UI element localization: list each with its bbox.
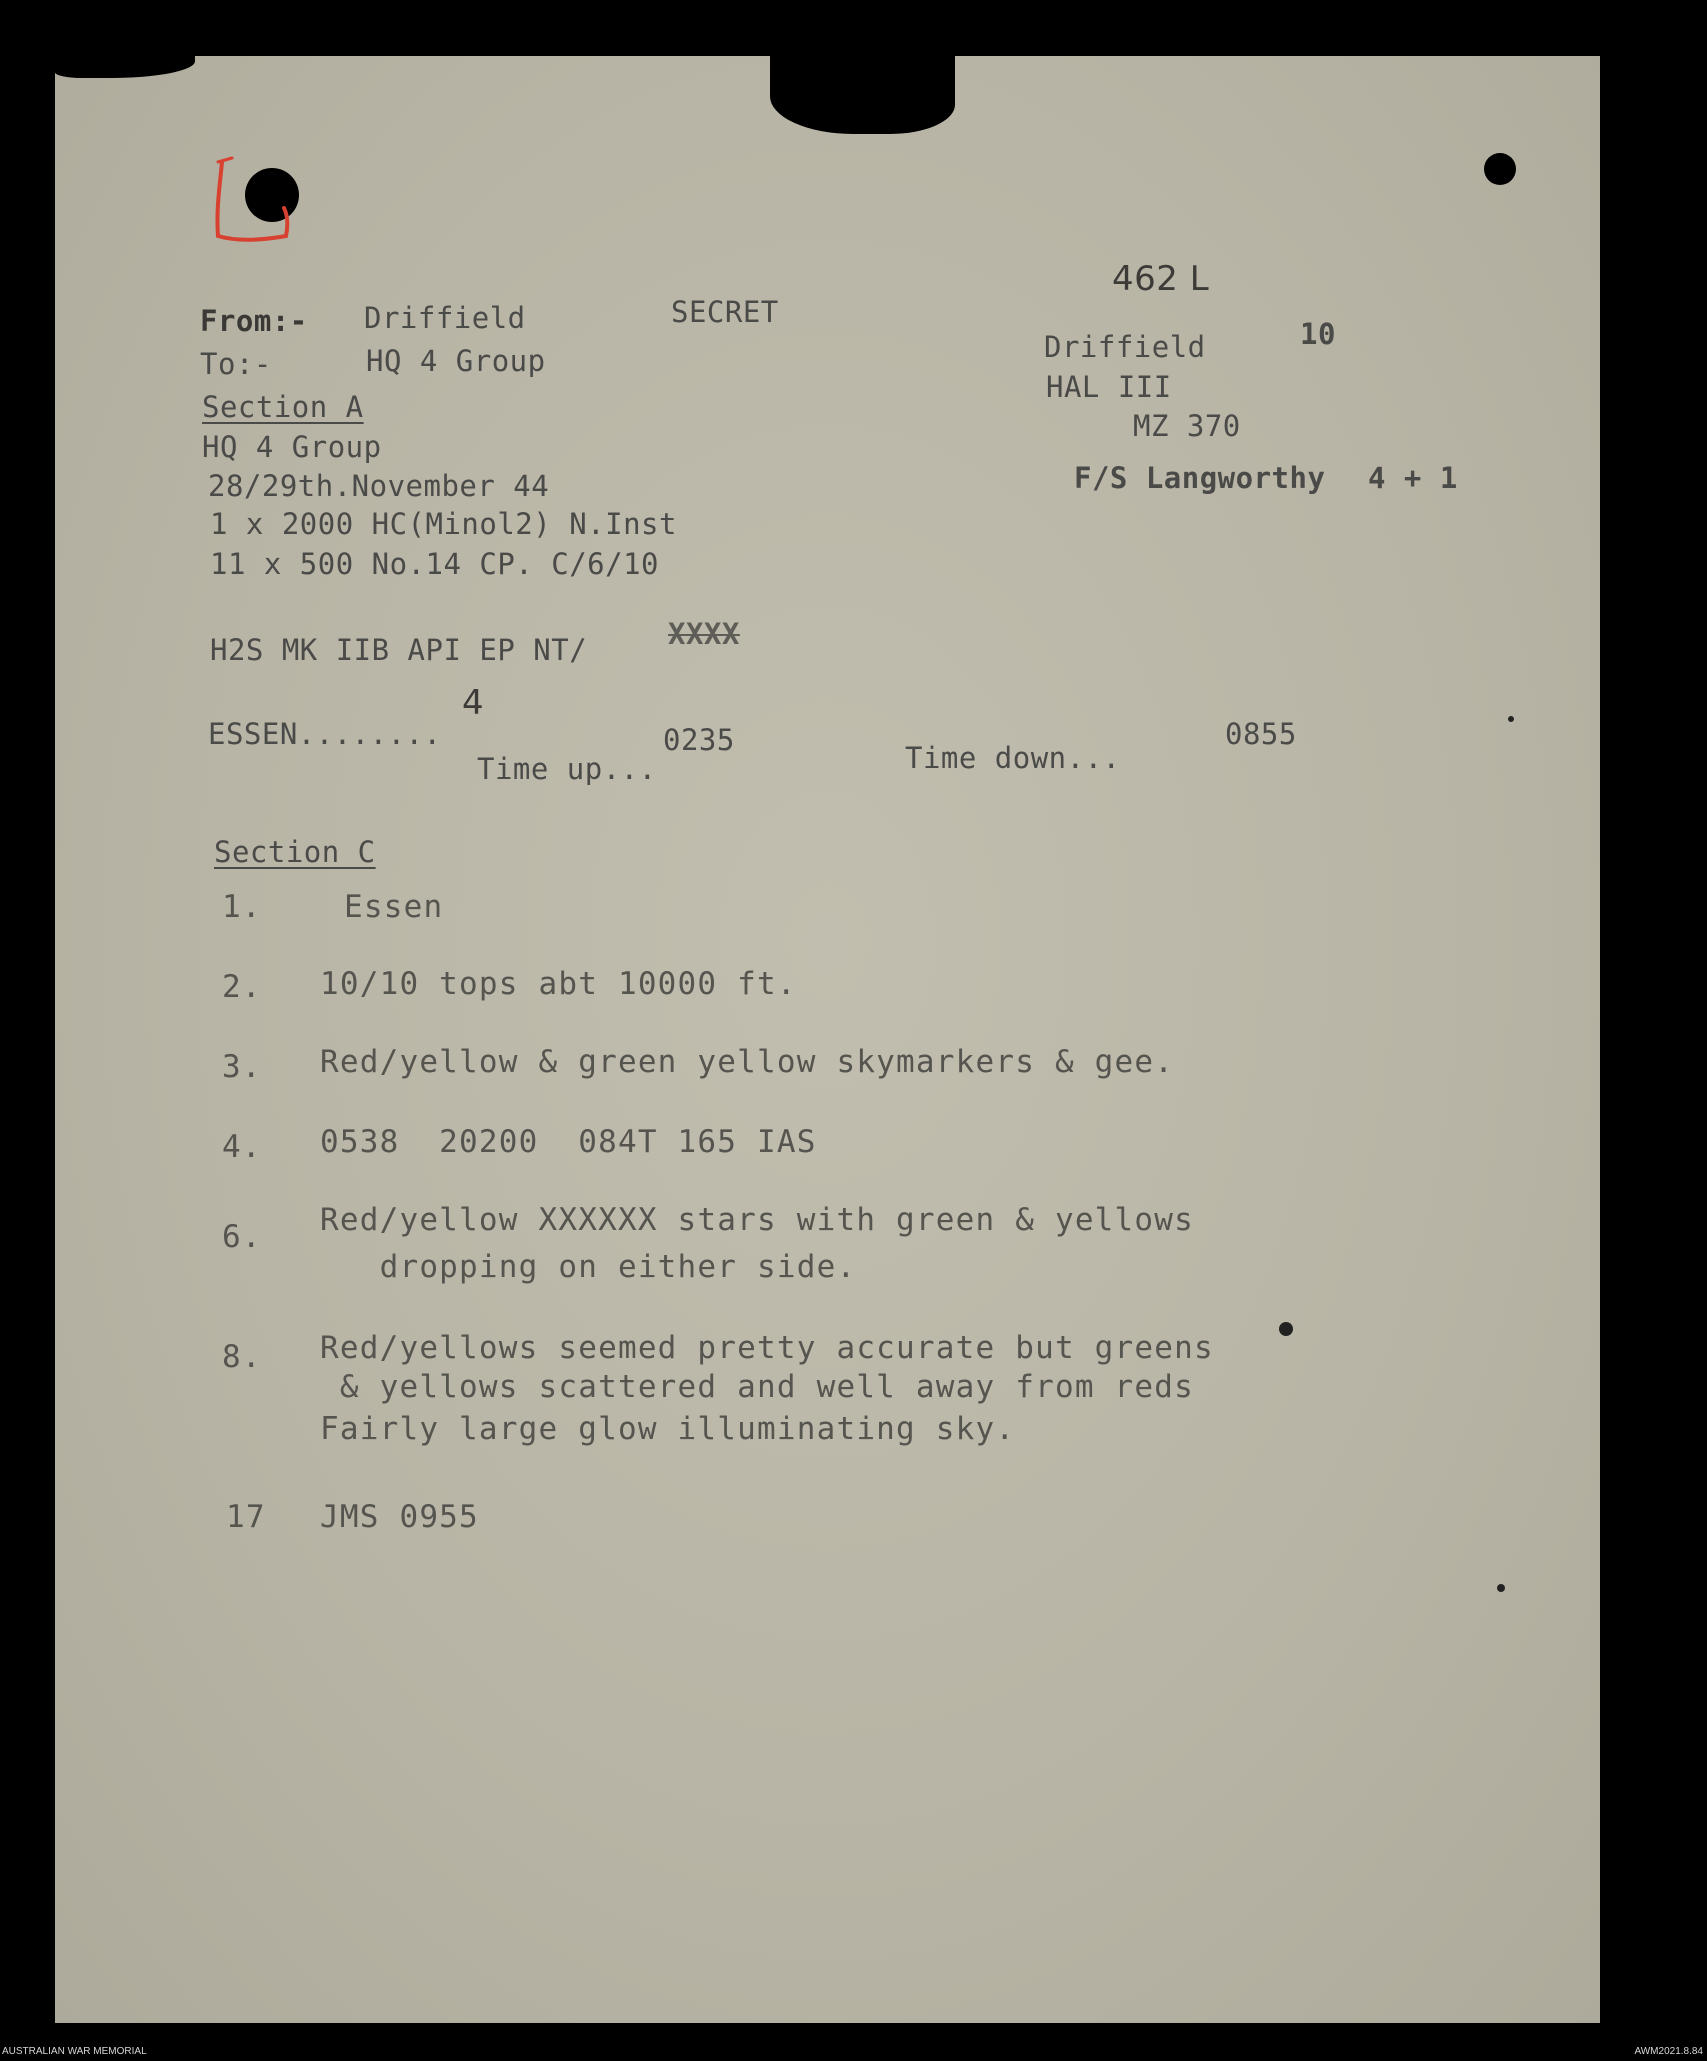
from-value: Driffield — [364, 301, 526, 335]
equipment-line: H2S MK IIB API EP NT/ — [210, 633, 588, 667]
item-number: 1. — [222, 889, 262, 925]
punch-hole — [1484, 153, 1516, 185]
footer-right: AWM2021.8.84 — [1634, 2046, 1703, 2057]
bomb-load-line-1: 1 x 2000 HC(Minol2) N.Inst — [210, 507, 677, 541]
squadron-number: 462 L — [1112, 259, 1210, 299]
ink-speck — [1497, 1584, 1505, 1592]
handwritten-4: 4 — [462, 683, 485, 723]
target-line: ESSEN........ — [208, 717, 442, 751]
item-number: 17 — [226, 1499, 266, 1535]
crew-count: 4 + 1 — [1368, 461, 1458, 495]
equipment-struck: XXXX — [668, 617, 740, 651]
item-text: Red/yellow & green yellow skymarkers & gee. — [320, 1044, 1175, 1080]
document-page — [55, 56, 1600, 2023]
bomb-load-line-2: 11 x 500 No.14 CP. C/6/10 — [210, 547, 659, 581]
item-text: Fairly large glow illuminating sky. — [320, 1411, 1016, 1447]
item-number: 3. — [222, 1049, 262, 1085]
footer-left: AUSTRALIAN WAR MEMORIAL — [2, 2046, 147, 2057]
station-number: 10 — [1300, 317, 1336, 351]
aircraft-type: HAL III — [1046, 370, 1172, 404]
captain-name: F/S Langworthy — [1074, 461, 1326, 495]
time-up-value: 0235 — [663, 723, 735, 757]
item-text: Red/yellow XXXXXX stars with green & yellows — [320, 1202, 1194, 1238]
item-number: 4. — [222, 1129, 262, 1165]
ink-speck — [1279, 1322, 1293, 1336]
date-line: 28/29th.November 44 — [208, 469, 550, 503]
section-c-heading: Section C — [214, 835, 376, 869]
section-a-heading: Section A — [202, 390, 364, 424]
item-text: Red/yellows seemed pretty accurate but greens — [320, 1330, 1214, 1366]
item-text: & yellows scattered and well away from reds — [320, 1369, 1194, 1405]
hq-line: HQ 4 Group — [202, 430, 382, 464]
item-text: dropping on either side. — [320, 1249, 857, 1285]
item-number: 2. — [222, 969, 262, 1005]
item-number: 6. — [222, 1219, 262, 1255]
item-text: 10/10 tops abt 10000 ft. — [320, 966, 797, 1002]
station-name: Driffield — [1044, 330, 1206, 364]
time-down-label: Time down... — [905, 741, 1121, 775]
classification-label: SECRET — [671, 295, 779, 329]
to-value: HQ 4 Group — [366, 344, 546, 378]
to-label: To:- — [200, 347, 272, 381]
item-text: Essen — [344, 889, 444, 925]
time-down-value: 0855 — [1225, 717, 1297, 751]
item-number: 8. — [222, 1339, 262, 1375]
item-text: 0538 20200 084T 165 IAS — [320, 1124, 817, 1160]
torn-notch — [770, 50, 955, 134]
item-text: JMS 0955 — [320, 1499, 479, 1535]
red-pencil-mark — [208, 154, 294, 254]
aircraft-serial: MZ 370 — [1133, 409, 1241, 443]
time-up-label: Time up... — [477, 752, 657, 786]
ink-speck — [1508, 716, 1514, 722]
from-label: From:- — [200, 304, 308, 338]
